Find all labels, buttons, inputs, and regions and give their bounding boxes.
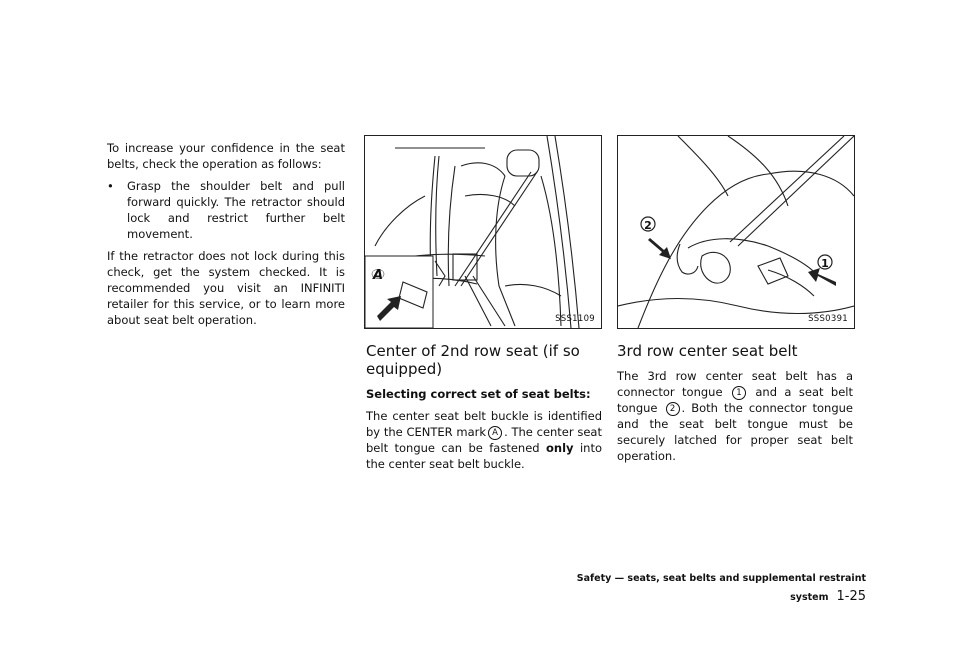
center-text-3: into the center seat belt buckle. — [366, 441, 603, 471]
label-1: 1 — [821, 257, 829, 270]
intro-column — [107, 140, 345, 334]
third-row-section — [617, 342, 853, 470]
center-text-1: The center seat belt buckle is identified by the CENTER mark — [366, 409, 602, 439]
bullet-text: Grasp the shoulder belt and pull forward quickly. The retractor should lock and restrict further belt movement. — [127, 179, 345, 241]
center-paragraph — [366, 408, 602, 472]
figure-code: SSS1109 — [555, 314, 595, 324]
callout-1: 1 — [732, 386, 746, 400]
bullet-marker: • — [107, 179, 114, 193]
third-paragraph — [617, 368, 853, 464]
third-text-2: and a seat belt tongue — [617, 385, 854, 415]
sub-heading: Selecting correct set of seat belts: — [366, 387, 591, 401]
section-title: 3rd row center seat belt — [617, 342, 798, 360]
footer-title: Safety — seats, seat belts and supplemental restraint system — [576, 573, 866, 603]
center-text-2: . The center seat belt tongue can be fastened — [366, 425, 602, 455]
figure-code: SSS0391 — [808, 314, 848, 324]
seat-illustration — [365, 136, 601, 328]
belt-illustration — [618, 136, 854, 328]
bullet-item — [107, 178, 345, 242]
page-number: 1-25 — [836, 589, 866, 604]
third-text-1: The 3rd row center seat belt has a connector tongue — [617, 369, 853, 399]
callout-a: A — [488, 426, 502, 440]
center-seat-section — [366, 342, 602, 478]
figure-third-row-belt — [617, 135, 855, 329]
page-footer — [520, 566, 866, 604]
label-a: A — [372, 268, 384, 283]
emphasis-only: only — [546, 441, 574, 455]
intro-text: To increase your confidence in the seat belts, check the operation as follows: — [107, 141, 345, 171]
label-2: 2 — [644, 219, 652, 232]
section-title: Center of 2nd row seat (if so equipped) — [366, 342, 580, 378]
third-text-3: . Both the connector tongue and the seat belt tongue must be securely latched for proper seat belt operation. — [617, 401, 853, 463]
figure-center-seat-buckle — [364, 135, 602, 329]
callout-2: 2 — [666, 402, 680, 416]
retractor-paragraph: If the retractor does not lock during this check, get the system checked. It is recommended you visit an INFINITI retailer for this service, or to learn more about seat belt operation. — [107, 249, 345, 327]
